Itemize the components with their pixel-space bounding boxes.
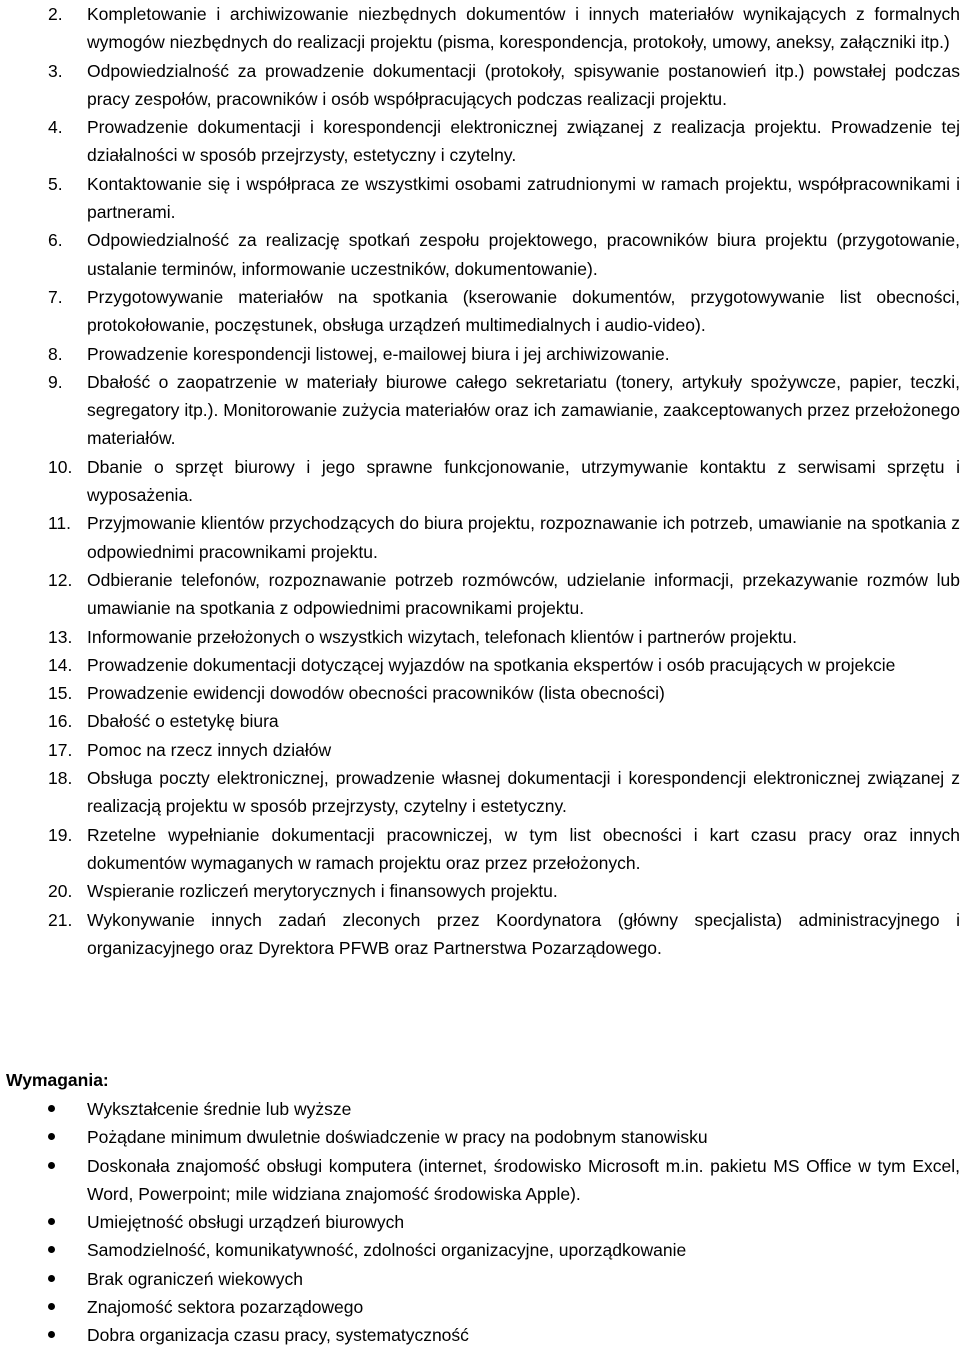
item-number: 20.: [48, 881, 73, 902]
item-number: 17.: [48, 739, 73, 760]
item-number: 16.: [48, 711, 73, 732]
list-item: [0, 566, 960, 623]
item-text: Umiejętność obsługi urządzeń biurowych: [87, 1212, 405, 1233]
list-item: [0, 1321, 960, 1349]
item-number: 4.: [48, 117, 63, 138]
list-item: [0, 821, 960, 878]
list-item: [0, 453, 960, 510]
item-text: Przyjmowanie klientów przychodzących do biura projektu, rozpoznawanie ich potrzeb, umawianie na spotkania z odpowiednimi pracownikami projektu.: [87, 513, 960, 562]
item-text: Prowadzenie dokumentacji i korespondencji elektronicznej związanej z realizacja projektu. Prowadzenie tej działalności w sposób przejrzysty, estetyczny i czytelny.: [87, 117, 960, 166]
requirements-heading: Wymagania:: [6, 1070, 109, 1090]
item-number: 2.: [48, 4, 63, 24]
item-text: Brak ograniczeń wiekowych: [87, 1268, 303, 1289]
item-number: 13.: [48, 626, 73, 647]
item-text: Doskonała znajomość obsługi komputera (internet, środowisko Microsoft m.in. pakietu MS Office w tym Excel, Word, Powerpoint; mile widziana znajomość środowiska Apple).: [87, 1155, 960, 1204]
item-text: Obsługa poczty elektronicznej, prowadzenie własnej dokumentacji i korespondencji elektronicznej związanej z realizacją projektu w sposób przejrzysty, czytelny i estetyczny.: [87, 768, 960, 817]
item-text: Kontaktowanie się i współpraca ze wszystkimi osobami zatrudnionymi w ramach projektu, współpracownikami i partnerami.: [87, 173, 960, 223]
item-text: Prowadzenie dokumentacji dotyczącej wyjazdów na spotkania ekspertów i osób pracujących w projekcie: [87, 654, 896, 675]
item-text: Wspieranie rozliczeń merytorycznych i finansowych projektu.: [87, 881, 558, 902]
item-number: 19.: [48, 824, 73, 845]
bullet-icon: [0, 1208, 87, 1236]
bullet-icon: [0, 1152, 87, 1180]
item-text: Dbanie o sprzęt biurowy i jego sprawne funkcjonowanie, utrzymywanie kontaktu z serwisami sprzętu i wyposażenia.: [87, 456, 960, 506]
item-number: 12.: [48, 569, 73, 590]
bullet-icon: [0, 1123, 87, 1151]
requirements-list: [0, 1095, 960, 1350]
item-text: Kompletowanie i archiwizowanie niezbędnych dokumentów i innych materiałów wynikających z formalnych wymogów niezbędnych do realizacji projektu (pisma, korespondencja, protokoły, umowy, aneksy, załączniki itp.): [87, 4, 960, 53]
list-item: [0, 57, 960, 114]
list-item: [0, 1095, 960, 1123]
list-item: [0, 906, 960, 963]
list-item: [0, 226, 960, 283]
item-text: Pomoc na rzecz innych działów: [87, 739, 332, 760]
list-item: [0, 1293, 960, 1321]
list-item: [0, 1208, 960, 1236]
item-text: Dbałość o estetykę biura: [87, 711, 279, 732]
item-text: Odpowiedzialność za prowadzenie dokumentacji (protokoły, spisywanie postanowień itp.) powstałej podczas pracy zespołów, pracowników i osób współpracujących podczas realizacji projektu.: [87, 60, 960, 109]
list-item: [0, 679, 960, 707]
bullet-icon: [0, 1265, 87, 1293]
item-text: Prowadzenie ewidencji dowodów obecności pracowników (lista obecności): [87, 683, 665, 704]
list-item: [0, 509, 960, 566]
item-number: 6.: [48, 230, 63, 251]
item-text: Informowanie przełożonych o wszystkich wizytach, telefonach klientów i partnerów projektu.: [87, 626, 798, 647]
item-text: Odpowiedzialność za realizację spotkań zespołu projektowego, pracowników biura projektu (przygotowanie, ustalanie terminów, informowanie uczestników, dokumentowanie).: [87, 230, 960, 279]
item-number: 3.: [48, 60, 63, 81]
item-number: 21.: [48, 909, 73, 930]
item-text: Pożądane minimum dwuletnie doświadczenie w pracy na podobnym stanowisku: [87, 1127, 708, 1148]
item-text: Znajomość sektora pozarządowego: [87, 1297, 364, 1318]
item-text: Dbałość o zaopatrzenie w materiały biurowe całego sekretariatu (tonery, artykuły spożywcze, papier, teczki, segregatory itp.). Monitorowanie zużycia materiałów oraz ich zamawianie, zaakceptowanych przez przełożonego materiałów.: [87, 371, 960, 449]
list-item: [0, 368, 960, 453]
item-text: Przygotowywanie materiałów na spotkania (kserowanie dokumentów, przygotowywanie list obecności, protokołowanie, poczęstunek, obsługa urządzeń multimedialnych i audio-video).: [87, 286, 960, 336]
item-text: Prowadzenie korespondencji listowej, e-mailowej biura i jej archiwizowanie.: [87, 343, 670, 364]
bullet-icon: [0, 1321, 87, 1349]
list-item: [0, 1236, 960, 1264]
item-number: 11.: [48, 513, 72, 534]
item-number: 9.: [48, 371, 63, 392]
list-item: [0, 877, 960, 905]
list-item: [0, 1265, 960, 1293]
list-item: [0, 113, 960, 170]
list-item: [0, 1152, 960, 1209]
item-number: 8.: [48, 343, 63, 364]
list-item: [0, 340, 960, 368]
bullet-icon: [0, 1236, 87, 1264]
item-number: 5.: [48, 173, 63, 194]
item-text: Rzetelne wypełnianie dokumentacji pracowniczej, w tym list obecności i kart czasu pracy oraz innych dokumentów wymaganych w ramach projektu oraz przez przełożonych.: [87, 824, 960, 873]
item-text: Wykształcenie średnie lub wyższe: [87, 1099, 352, 1119]
list-item: [0, 1123, 960, 1151]
list-item: [0, 0, 960, 57]
list-item: [0, 764, 960, 821]
item-text: Odbieranie telefonów, rozpoznawanie potrzeb rozmówców, udzielanie informacji, przekazywanie rozmów lub umawianie na spotkania z odpowiednimi pracownikami projektu.: [87, 569, 960, 619]
bullet-icon: [0, 1095, 87, 1123]
list-item: [0, 283, 960, 340]
item-text: Dobra organizacja czasu pracy, systematyczność: [87, 1325, 469, 1346]
item-number: 15.: [48, 683, 73, 704]
list-item: [0, 736, 960, 764]
item-number: 18.: [48, 768, 73, 789]
list-item: [0, 170, 960, 227]
item-number: 10.: [48, 456, 73, 477]
bullet-icon: [0, 1293, 87, 1321]
list-item: [0, 651, 960, 679]
item-number: 14.: [48, 654, 73, 675]
item-text: Samodzielność, komunikatywność, zdolności organizacyjne, uporządkowanie: [87, 1240, 687, 1261]
item-text: Wykonywanie innych zadań zleconych przez Koordynatora (główny specjalista) administracyjnego i organizacyjnego oraz Dyrektora PFWB oraz Partnerstwa Pozarządowego.: [87, 909, 960, 958]
item-number: 7.: [48, 286, 63, 307]
list-item: [0, 707, 960, 735]
list-item: [0, 623, 960, 651]
